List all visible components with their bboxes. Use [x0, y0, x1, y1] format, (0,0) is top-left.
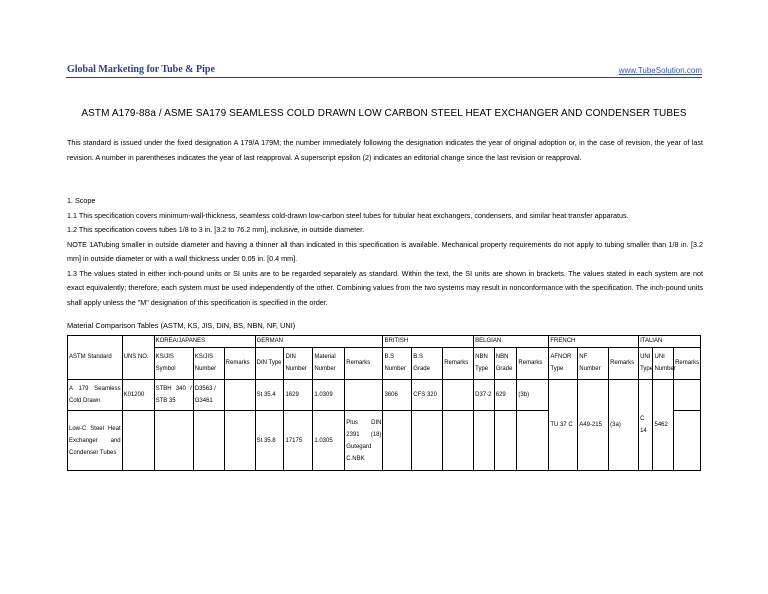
- scope-section: [67, 194, 703, 310]
- cell-ks-symbol: STBH 340 / STB 35: [154, 379, 193, 411]
- cell-nbn-grade: 629: [494, 379, 517, 411]
- col-bs-number: B.S Number: [383, 348, 412, 380]
- cell-material-number: 1.0309: [313, 379, 345, 411]
- cell-bs-number: 3606: [383, 379, 412, 411]
- col-uni-number: UNI Number: [653, 348, 674, 380]
- cell-din-type-2: St 35.8: [255, 411, 284, 471]
- cell-astm-b: Low-C Steel Heat Exchanger and Condenser Tubes: [68, 411, 123, 471]
- cell-uns: K01200: [122, 379, 154, 411]
- group-korea-japanes: KOREA/JAPANES: [154, 336, 255, 348]
- group-belgian: BELGIAN: [474, 336, 549, 348]
- cell-uni-type: C 14: [639, 379, 653, 470]
- col-nbn-grade: NBN Grade: [494, 348, 517, 380]
- table-caption: Material Comparison Tables (ASTM, KS, JIS, DIN, BS, NBN, NF, UNI): [67, 321, 296, 330]
- cell-british-remarks: [443, 379, 474, 411]
- cell-uns-2: [122, 411, 154, 471]
- cell-nbn-grade-2: [494, 411, 517, 471]
- group-french: FRENCH: [549, 336, 639, 348]
- cell-ks-number-2: [193, 411, 224, 471]
- col-nbn-type: NBN Type: [474, 348, 495, 380]
- col-ksjis-number: KS/JIS Number: [193, 348, 224, 380]
- col-uns-no: UNS NO.: [122, 336, 154, 380]
- cell-bs-grade-2: [412, 411, 443, 471]
- col-belgian-remarks: Remarks: [517, 348, 549, 380]
- table-row: [68, 379, 701, 411]
- col-afnor-type: AFNOR Type: [549, 348, 578, 380]
- header-company: Global Marketing for Tube & Pipe: [67, 64, 215, 75]
- cell-din-number: 1629: [284, 379, 313, 411]
- cell-bs-grade: CFS 320: [412, 379, 443, 411]
- cell-nf-number: A49-215: [578, 379, 609, 470]
- cell-italian-remarks-2: [674, 411, 701, 471]
- cell-belgian-remarks-2: [517, 411, 549, 471]
- col-nf-number: NF Number: [578, 348, 609, 380]
- cell-italian-remarks: [674, 379, 701, 411]
- cell-nbn-type: D37-2: [474, 379, 495, 411]
- scope-heading: 1. Scope: [67, 196, 96, 205]
- col-ksjis-symbol: KS/JIS Symbol: [154, 348, 193, 380]
- col-italian-remarks: Remarks: [674, 348, 701, 380]
- col-british-remarks: Remarks: [443, 348, 474, 380]
- cell-german-remarks: [345, 379, 383, 411]
- scope-note-1: NOTE 1ATubing smaller in outside diameter and having a thinner all than indicated in this specification is available. Mechanical property requirements do not apply to tubing smaller than 1/8 in. [3.2 mm] in outside diameter or with a wall thickness under 0.05 in. [0.4 mm].: [67, 239, 703, 263]
- cell-astm-a: A 179 Seamless Cold Drawn: [68, 379, 123, 411]
- document-title: ASTM A179-88a / ASME SA179 SEAMLESS COLD DRAWN LOW CARBON STEEL HEAT EXCHANGER AND CONDENSER TUBES: [81, 108, 687, 119]
- intro-paragraph: This standard is issued under the fixed designation A 179/A 179M; the number immediately following the designation indicates the year of original adoption or, in the case of revision, the year of last revision. A number in parentheses indicates the year of last reapproval. A superscript epsilon (2) indicates an editorial change since the last revision or reapproval.: [67, 138, 703, 162]
- cell-nbn-type-2: [474, 411, 495, 471]
- col-uni-type: UNI Type: [639, 348, 653, 380]
- cell-german-remarks-2: Plus DIN 2391 (18) Gutegard C.NBK: [345, 411, 383, 471]
- cell-french-remarks: (3a): [609, 379, 639, 470]
- scope-item-1-1: 1.1 This specification covers minimum-wall-thickness, seamless cold-drawn low-carbon steel tubes for tubular heat exchangers, condensers, and similar heat transfer apparatus.: [67, 210, 629, 220]
- cell-afnor-type: TU 37 C: [549, 379, 578, 470]
- material-comparison-table: [67, 335, 701, 471]
- col-french-remarks: Remarks: [609, 348, 639, 380]
- scope-item-1-3: 1.3 The values stated in either inch-pound units or SI units are to be regarded separately as standard. Within the text, the SI units are shown in brackets. The values stated in each system are not exact equivalently; therefore, each system must be used independently of the other. Combining values from the two systems may result in nonconformance with the specification. The inch-pound units shall apply unless the "M" designation of this specification is specified in the order.: [67, 268, 703, 307]
- group-german: GERMAN: [255, 336, 383, 348]
- cell-belgian-remarks: (3b): [517, 379, 549, 411]
- cell-korea-remarks-2: [224, 411, 255, 471]
- table-group-header-row: [68, 336, 701, 348]
- cell-british-remarks-2: [443, 411, 474, 471]
- group-british: BRITISH: [383, 336, 474, 348]
- cell-uni-number: 5462: [653, 379, 674, 470]
- group-italian: ITALIAN: [639, 336, 701, 348]
- cell-din-number-2: 17175: [284, 411, 313, 471]
- scope-item-1-2: 1.2 This specification covers tubes 1/8 to 3 in. [3.2 to 76.2 mm], inclusive, in outside diameter.: [67, 225, 365, 234]
- cell-korea-remarks: [224, 379, 255, 411]
- cell-material-number-2: 1.0305: [313, 411, 345, 471]
- header-website-link[interactable]: www.TubeSolution.com: [618, 66, 702, 75]
- table-header-row: [68, 348, 701, 380]
- cell-ks-number: D3563 / G3461: [193, 379, 224, 411]
- col-din-type: DIN Type: [255, 348, 284, 380]
- cell-ks-symbol-2: [154, 411, 193, 471]
- col-material-number: Material Number: [313, 348, 345, 380]
- header-divider: [66, 77, 702, 78]
- col-german-remarks: Remarks: [345, 348, 383, 380]
- cell-bs-number-2: [383, 411, 412, 471]
- col-din-number: DIN Number: [284, 348, 313, 380]
- col-bs-grade: B.S Grade: [412, 348, 443, 380]
- col-korea-remarks: Remarks: [224, 348, 255, 380]
- col-astm-standard: ASTM Standard: [68, 336, 123, 380]
- cell-din-type: St 35.4: [255, 379, 284, 411]
